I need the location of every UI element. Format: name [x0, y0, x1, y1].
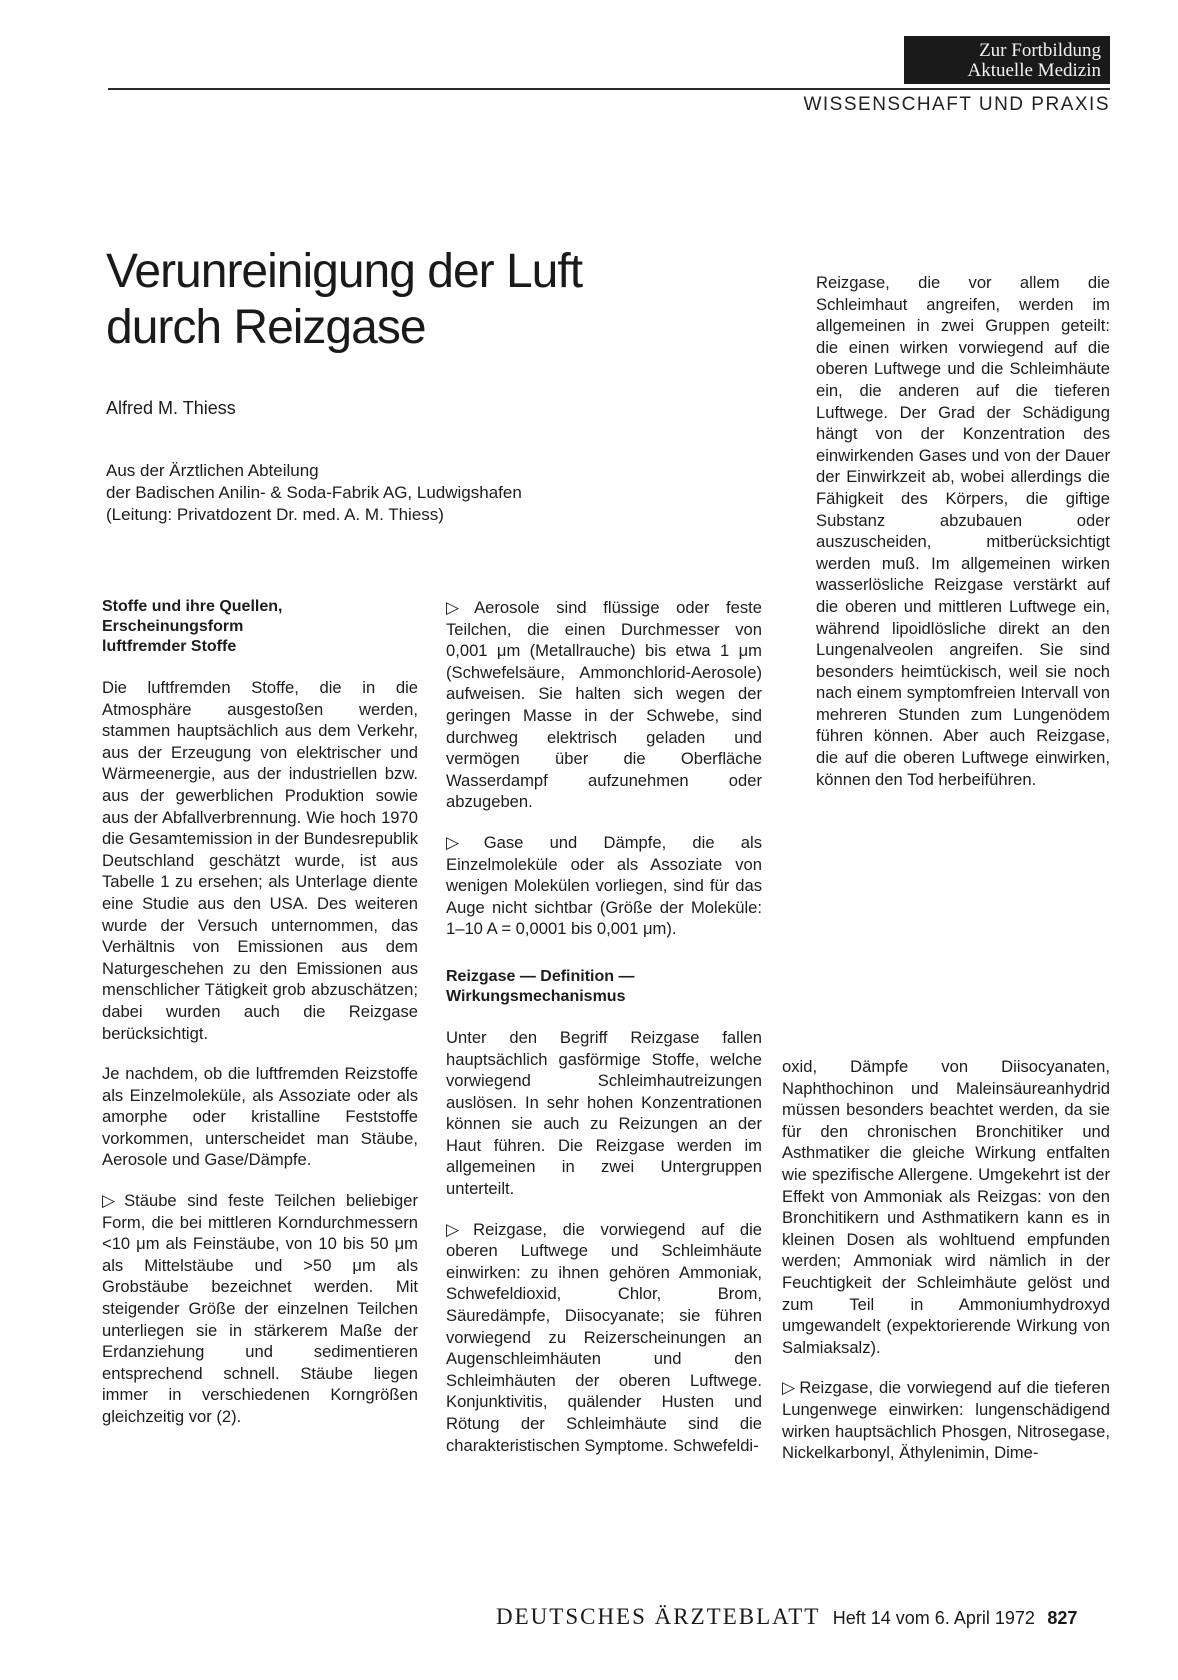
paragraph-text: Aerosole sind flüssige oder feste Teilchen, die einen Durchmesser von 0,001 μm (Metallrauche) bis etwa 1 μm (Schwefelsäure, Ammonchlorid-Aerosole) aufweisen. Sie halten sich wegen der geringen Masse in der Schwebe, sind durchweg elektrisch geladen und vermögen über die Oberfläche Wasserdampf aufzunehmen oder abzugeben. — [446, 598, 762, 812]
section-heading-definition — [446, 967, 762, 1007]
affiliation-line: (Leitung: Privatdozent Dr. med. A. M. Thiess) — [106, 505, 444, 524]
heading-line: Wirkungsmechanismus — [446, 987, 626, 1005]
paragraph: Die luftfremden Stoffe, die in die Atmosphäre ausgestoßen werden, stammen hauptsächlich aus dem Verkehr, aus der Erzeugung von elektrischer und Wärmeenergie, aus der industriellen bzw. aus der gewerblichen Produktion sowie aus der Abfallverbrennung. Wie hoch 1970 die Gesamtemission in der Bundesrepublik Deutschland geschätzt wurde, ist aus Tabelle 1 zu ersehen; als Unterlage diente eine Studie aus den USA. Des weiteren wurde der Versuch unternommen, das Verhältnis von Emissionen aus dem Naturgeschehen zu den Emissionen aus menschlicher Tätigkeit grob abzuschätzen; dabei wurden auch die Reizgase berücksichtigt. — [102, 678, 418, 1043]
title-line-2: durch Reizgase — [106, 301, 426, 354]
bullet-paragraph — [446, 832, 762, 940]
badge-line-1: Zur Fortbildung — [979, 40, 1101, 61]
paragraph-text: Gase und Dämpfe, die als Einzelmoleküle oder als Assoziate von wenigen Molekülen vorliegen, sind für das Auge nicht sichtbar (Größe der Moleküle: 1–10 A = 0,0001 bis 0,001 μm). — [446, 832, 762, 939]
paragraph: Unter den Begriff Reizgase fallen hauptsächlich gasförmige Stoffe, welche vorwiegend Schleimhautreizungen auslösen. In sehr hohen Konzentrationen können sie auch zu Reizungen an der Haut führen. Die Reizgase werden im allgemeinen in zwei Untergruppen unterteilt. — [446, 1027, 762, 1199]
heading-line: Stoffe und ihre Quellen, — [102, 598, 283, 615]
section-badge — [904, 36, 1110, 84]
affiliation — [106, 460, 522, 526]
column-4 — [782, 1056, 1110, 1483]
column-2 — [446, 597, 762, 1475]
column-3 — [816, 272, 1110, 809]
paragraph-text: Stäube sind feste Teilchen beliebiger Form, die bei mittleren Korndurchmessern <10 μm als Feinstäube, von 10 bis 50 μm als Mittelstäube und >50 μm als Grobstäube bezeichnet werden. Mit steigender Größe der einzelnen Teilchen unterliegen sie in stärkerem Maße der Erdanziehung und sedimentieren entsprechend schnell. Stäube liegen immer in verschiedenen Korngrößen gleichzeitig vor (2). — [102, 1191, 418, 1426]
author: Alfred M. Thiess — [106, 398, 236, 418]
heading-line: luftfremder Stoffe — [102, 638, 237, 655]
page-number: 827 — [1047, 1608, 1078, 1628]
triangle-right-icon: ▷ — [102, 1191, 122, 1211]
heading-line: Reizgase — Definition — — [446, 967, 635, 985]
affiliation-line: Aus der Ärztlichen Abteilung — [106, 461, 319, 480]
paragraph-text: Reizgase, die vorwiegend auf die oberen Luftwege und Schleimhäute einwirken: zu ihnen gehören Ammoniak, Schwefeldioxid, Chlor, Brom, Säuredämpfe, Diisocyanate; sie führen vorwiegend zu Reizerscheinungen an Augenschleimhäuten und den Schleimhäuten der oberen Luftwege. Konjunktivitis, quälender Husten und Rötung der Schleimhäute sind die charakteristischen Symptome. Schwefeldi- — [446, 1219, 762, 1455]
triangle-right-icon: ▷ — [446, 832, 481, 852]
affiliation-line: der Badischen Anilin- & Soda-Fabrik AG, Ludwigshafen — [106, 483, 522, 502]
bullet-paragraph — [446, 597, 762, 813]
journal-name: DEUTSCHES ÄRZTEBLATT — [496, 1604, 821, 1629]
header-rule — [108, 88, 1110, 90]
bullet-paragraph — [102, 1190, 418, 1428]
badge-line-2: Aktuelle Medizin — [967, 60, 1101, 81]
triangle-right-icon: ▷ — [446, 1219, 471, 1239]
title-line-1: Verunreinigung der Luft — [106, 245, 583, 298]
paragraph: Je nachdem, ob die luftfremden Reizstoffe als Einzelmoleküle, als Assoziate oder als amorphe oder kristalline Feststoffe vorkommen, unterscheidet man Stäube, Aerosole und Gase/Dämpfe. — [102, 1064, 418, 1170]
issue-info: Heft 14 vom 6. April 1972 — [832, 1608, 1035, 1628]
triangle-right-icon: ▷ — [782, 1378, 797, 1398]
section-heading-sources — [102, 597, 418, 657]
page-footer — [496, 1604, 1077, 1630]
article-title — [106, 244, 766, 356]
triangle-right-icon: ▷ — [446, 598, 472, 617]
bullet-paragraph — [782, 1377, 1110, 1463]
bullet-paragraph — [446, 1219, 762, 1457]
heading-line: Erscheinungsform — [102, 618, 244, 635]
paragraph: Reizgase, die vor allem die Schleimhaut angreifen, werden im allgemeinen in zwei Gruppen geteilt: die einen wirken vorwiegend auf die oberen Luftwege und die Schleimhäute ein, die anderen auf die tieferen Luftwege. Der Grad der Schädigung hängt von der Konzentration des einwirkenden Gases und von der Dauer der Einwirkzeit ab, wobei allerdings die Fähigkeit des Körpers, die giftige Substanz abzubauen oder auszuscheiden, mitberücksichtigt werden muß. Im allgemeinen wirken wasserlösliche Reizgase verstärkt auf die oberen und mittleren Luftwege ein, während lipoidlösliche direkt an den Lungenalveolen angreifen. Sie sind besonders heimtückisch, weil sie noch nach einem symptomfreien Intervall von mehreren Stunden zum Lungenödem führen können. Aber auch Reizgase, die auf die oberen Luftwege einwirken, können den Tod herbeiführen. — [816, 273, 1110, 789]
paragraph: oxid, Dämpfe von Diisocyanaten, Naphthochinon und Maleinsäureanhydrid müssen besonders beachtet werden, da sie für den chronischen Bronchitiker und Asthmatiker die gleiche Wirkung entfalten wie spezifische Allergene. Umgekehrt ist der Effekt von Ammoniak als Reizgas: von den Bronchitikern und Asthmatikern kann es in kleinen Dosen als wohltuend empfunden werden; Ammoniak wird nämlich in der Feuchtigkeit der Schleimhäute gelöst und zum Teil in Ammoniumhydroxyd umgewandelt (expektorierende Wirkung von Salmiaksalz). — [782, 1057, 1110, 1357]
column-1 — [102, 597, 418, 1447]
paragraph-text: Reizgase, die vorwiegend auf die tieferen Lungenwege einwirken: lungenschädigend wirken hauptsächlich Phosgen, Nitrosegase, Nickelkarbonyl, Äthylenimin, Dime- — [782, 1378, 1110, 1463]
section-label: WISSENSCHAFT UND PRAXIS — [803, 94, 1110, 115]
